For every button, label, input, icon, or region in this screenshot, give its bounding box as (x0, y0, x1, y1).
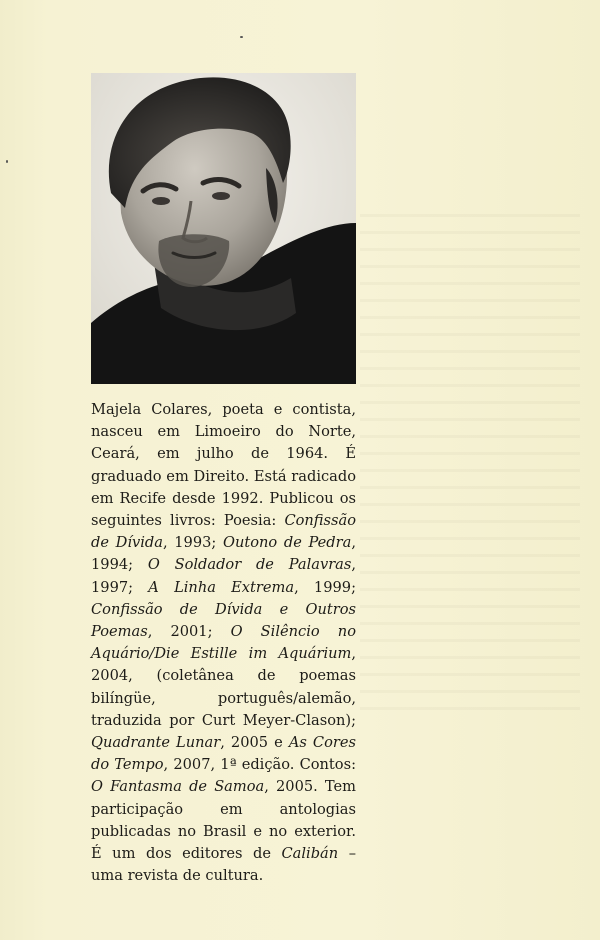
book-title: Outono de Pedra (223, 534, 352, 552)
book-title: Confissão de Dívida e Outros Poemas (91, 600, 356, 641)
book-title: As Cores do Tempo (91, 734, 356, 774)
bio-text: , 2007, 1ª edição. Contos: (163, 756, 356, 774)
book-title: O Soldador de Palavras (147, 556, 352, 574)
magazine-title: Calibán (281, 845, 339, 863)
bio-text: Majela Colares, poeta e contista, nasceu em Limoeiro do Norte, Ceará, em julho de 1964. É graduado em Direito. Está radicado em Recife desde 1992. Publicou os seguintes livros: Poesia: (91, 401, 356, 530)
book-title: O Fantasma de Samoa (91, 778, 265, 796)
bio-text: , 1999; (294, 578, 356, 596)
bio-text: , 1997; (91, 556, 356, 596)
author-biography (91, 399, 356, 887)
bio-paragraph (91, 399, 356, 887)
book-title: Quadrante Lunar (91, 734, 221, 752)
book-title: A Linha Extrema (148, 578, 295, 596)
bio-text: , 1993; (162, 534, 223, 552)
bio-text: , 2005 e (220, 734, 289, 752)
bio-text: , 1994; (91, 534, 356, 574)
paper-speck (240, 36, 243, 38)
bio-text: , 2005. Tem participação em antologias publicadas no Brasil e no exterior. É um dos editores de (91, 778, 356, 863)
book-title: O Silêncio no Aquário/Die Estille im Aquárium (91, 623, 356, 663)
paper-show-through (360, 200, 580, 720)
paper-speck (6, 160, 8, 163)
bio-text: – uma revista de cultura. (91, 845, 356, 885)
book-title: Confissão de Dívida (91, 512, 356, 552)
bio-text: , 2004, (coletânea de poemas bilíngüe, português/alemão, traduzida por Curt Meyer-Clason); (91, 645, 356, 729)
author-photo (91, 73, 356, 384)
bio-text: , 2001; (147, 623, 231, 641)
